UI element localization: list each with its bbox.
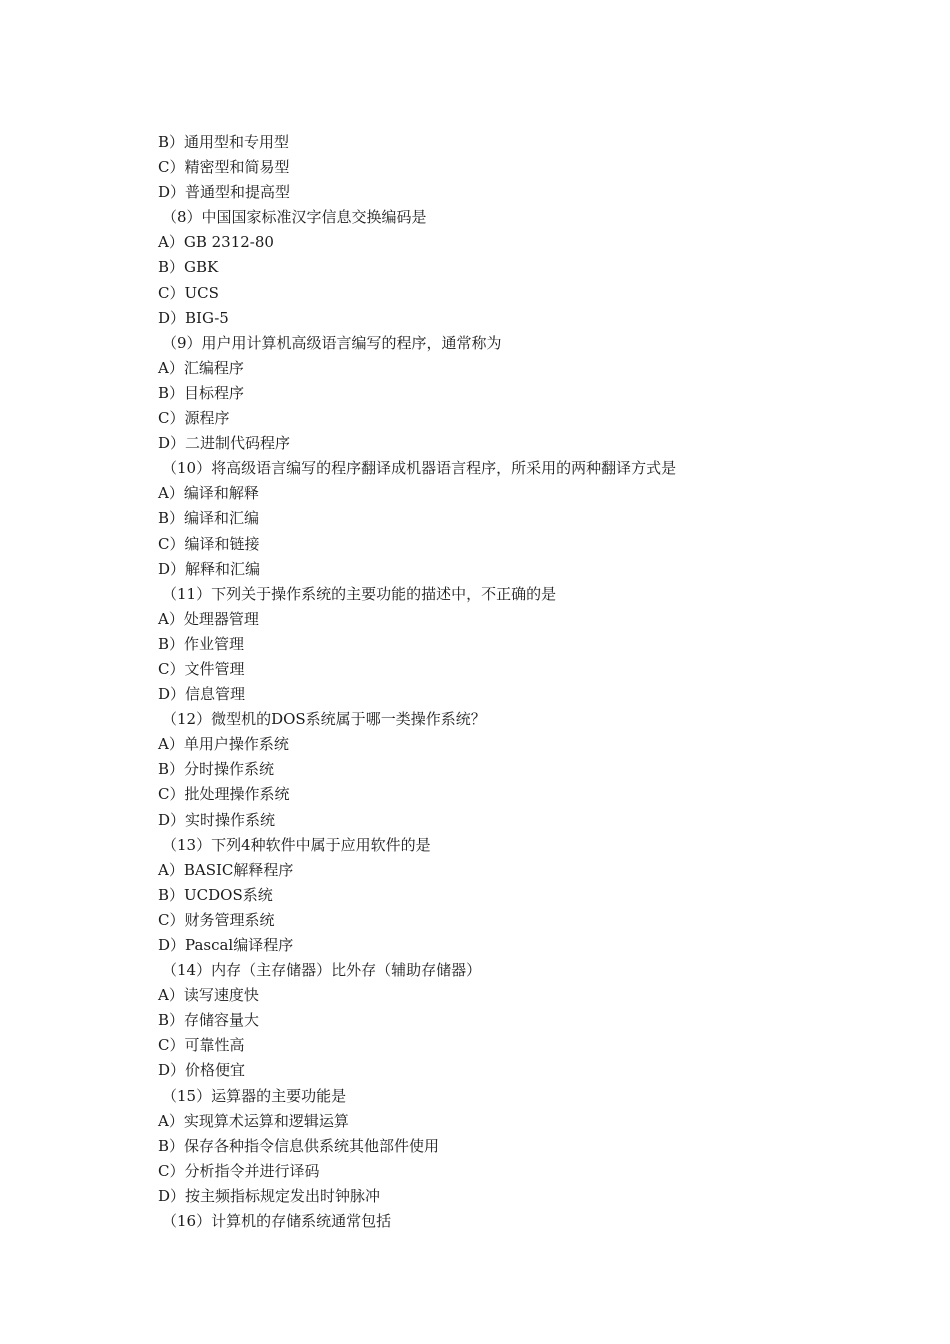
answer-option: D）二进制代码程序: [158, 434, 291, 453]
question-text: （14）内存（主存储器）比外存（辅助存储器）: [162, 961, 482, 980]
answer-option: D）实时操作系统: [158, 810, 276, 829]
answer-option: C）精密型和简易型: [158, 158, 290, 177]
answer-option: B）目标程序: [158, 383, 245, 402]
answer-option: B）GBK: [158, 258, 219, 277]
answer-option: C）可靠性高: [158, 1036, 245, 1055]
question-text: （8）中国国家标准汉字信息交换编码是: [162, 208, 427, 227]
answer-option: D）解释和汇编: [158, 559, 261, 578]
answer-option: A）处理器管理: [158, 609, 259, 628]
answer-option: D）信息管理: [158, 685, 246, 704]
answer-option: B）编译和汇编: [158, 509, 260, 528]
answer-option: A）GB 2312-80: [158, 233, 274, 252]
answer-option: A）实现算术运算和逻辑运算: [158, 1111, 349, 1130]
question-text: （16）计算机的存储系统通常包括: [162, 1212, 392, 1231]
answer-option: D）普通型和提高型: [158, 183, 291, 202]
answer-option: B）存储容量大: [158, 1011, 260, 1030]
answer-option: C）批处理操作系统: [158, 785, 290, 804]
question-text: （12）微型机的DOS系统属于哪一类操作系统？: [162, 710, 486, 729]
answer-option: A）读写速度快: [158, 986, 259, 1005]
question-text: （11）下列关于操作系统的主要功能的描述中，不正确的是: [162, 584, 557, 603]
answer-option: B）分时操作系统: [158, 760, 275, 779]
answer-option: C）文件管理: [158, 659, 245, 678]
answer-option: C）源程序: [158, 409, 230, 428]
answer-option: A）汇编程序: [158, 358, 244, 377]
question-text: （9）用户用计算机高级语言编写的程序，通常称为: [162, 333, 502, 352]
answer-option: B）通用型和专用型: [158, 133, 290, 151]
answer-option: C）编译和链接: [158, 534, 260, 553]
question-text: （15）运算器的主要功能是: [162, 1086, 347, 1105]
answer-option: D）按主频指标规定发出时钟脉冲: [158, 1186, 381, 1205]
answer-option: A）BASIC解释程序: [158, 860, 294, 879]
answer-option: C）财务管理系统: [158, 910, 275, 929]
answer-option: A）单用户操作系统: [158, 735, 289, 754]
answer-option: D）BIG-5: [158, 308, 229, 327]
answer-option: C）分析指令并进行译码: [158, 1161, 320, 1180]
question-list: [158, 130, 838, 1231]
answer-option: B）UCDOS系统: [158, 885, 273, 904]
answer-option: B）保存各种指令信息供系统其他部件使用: [158, 1136, 440, 1155]
question-text: （10）将高级语言编写的程序翻译成机器语言程序，所采用的两种翻译方式是: [162, 459, 677, 478]
answer-option: D）价格便宜: [158, 1061, 246, 1080]
answer-option: B）作业管理: [158, 634, 245, 653]
answer-option: C）UCS: [158, 283, 219, 302]
question-text: （13）下列4种软件中属于应用软件的是: [162, 835, 431, 854]
answer-option: D）Pascal编译程序: [158, 936, 294, 954]
answer-option: A）编译和解释: [158, 484, 259, 503]
